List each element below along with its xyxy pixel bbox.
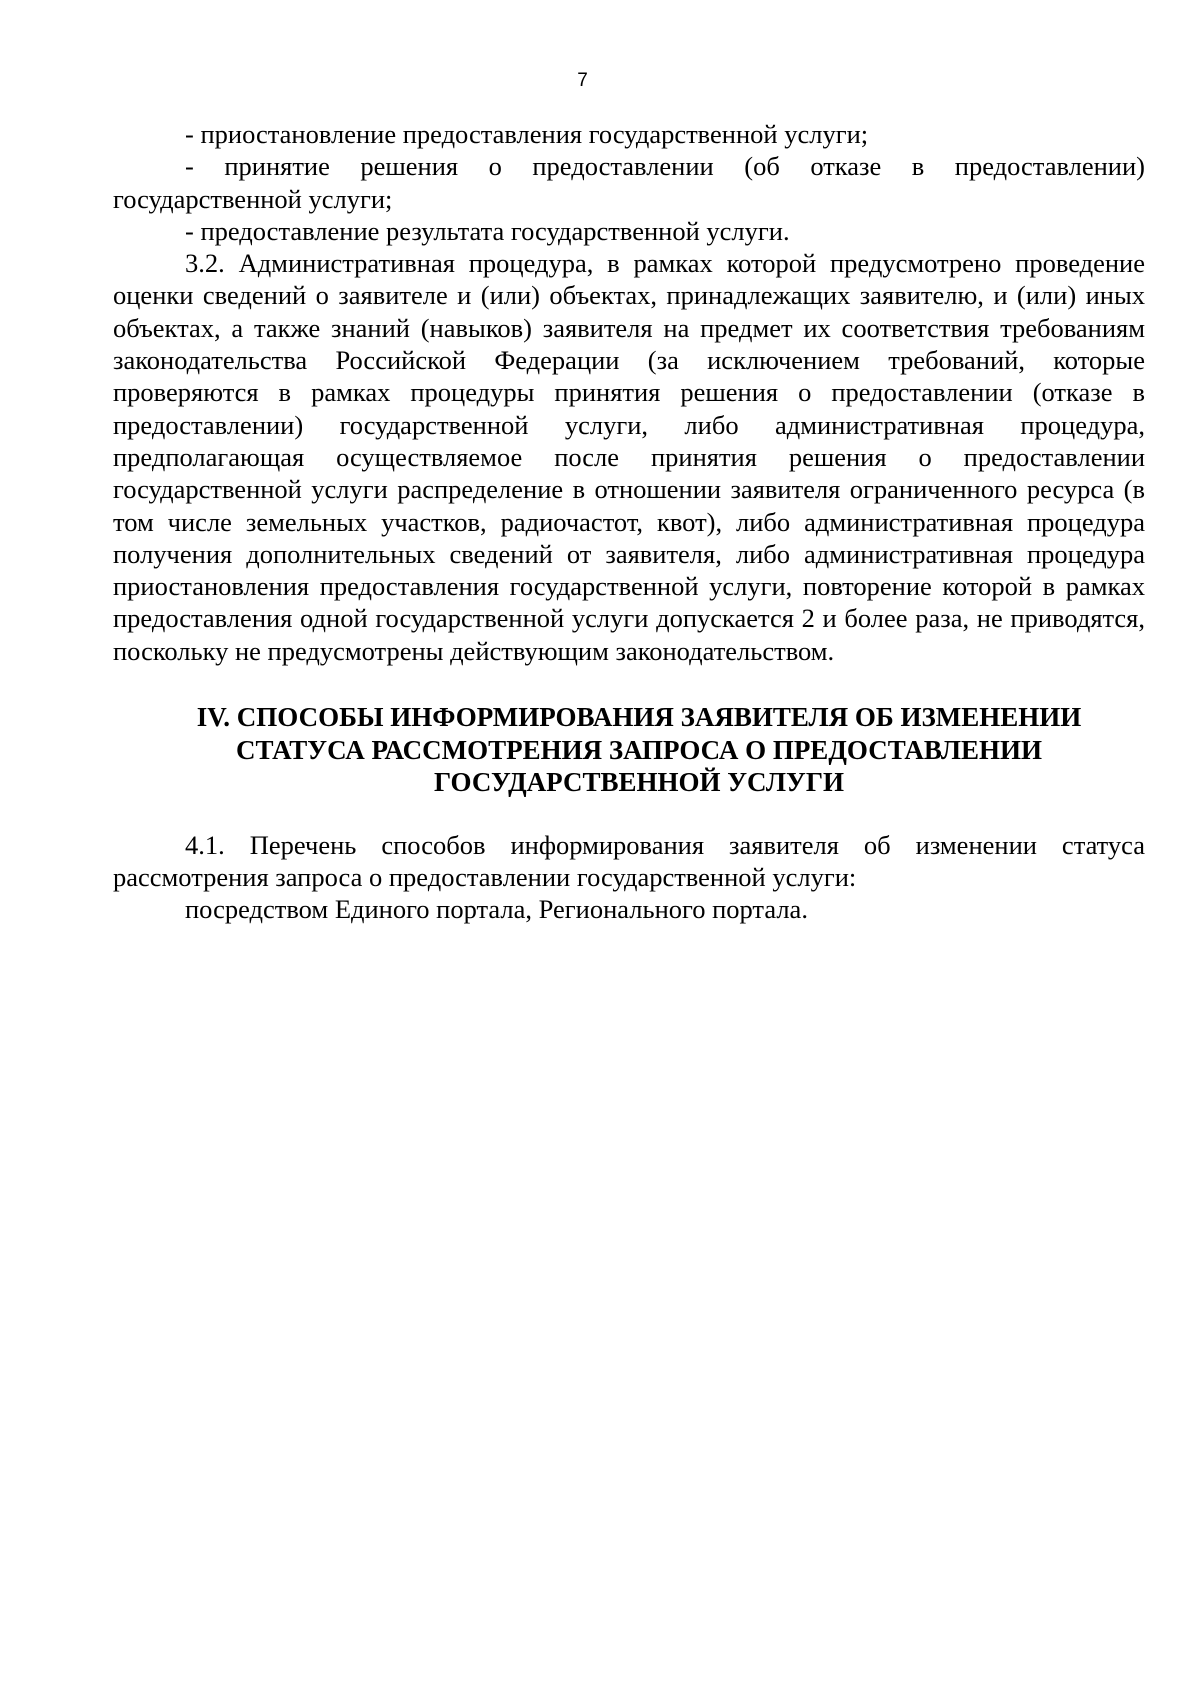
paragraph-4-1: 4.1. Перечень способов информирования заявителя об изменении статуса рассмотрения запроса о предоставлении государственной услуги:: [113, 829, 1145, 892]
paragraph-decision: - принятие решения о предоставлении (об отказе в предоставлении) государственной услуги;: [113, 151, 1145, 214]
paragraph-suspension: - приостановление предоставления государственной услуги;: [185, 119, 869, 149]
section-heading-line-2: СТАТУСА РАССМОТРЕНИЯ ЗАПРОСА О ПРЕДОСТАВЛЕНИИ: [235, 734, 1043, 765]
paragraph-portals: посредством Единого портала, Регионального портала.: [185, 894, 808, 925]
page-number: 7: [577, 70, 588, 91]
section-heading-line-1: IV. СПОСОБЫ ИНФОРМИРОВАНИЯ ЗАЯВИТЕЛЯ ОБ ИЗМЕНЕНИИ: [196, 702, 1082, 733]
section-heading-iv: [113, 701, 1145, 799]
section-heading-line-3: ГОСУДАРСТВЕННОЙ УСЛУГИ: [434, 767, 844, 798]
section-gap: [113, 799, 1145, 829]
document-body: [113, 118, 1145, 925]
paragraph-result: - предоставление результата государственной услуги.: [185, 215, 790, 246]
paragraph-3-2: 3.2. Административная процедура, в рамках которой предусмотрено проведение оценки сведений о заявителе и (или) объектах, принадлежащих заявителю, и (или) иных объектах, а также знаний (навыков) заявителя на предмет их соответствия требованиям законодательства Российской Федерации (за исключением требований, которые проверяются в рамках процедуры принятия решения о предоставлении (отказе в предоставлении) государственной услуги, либо административная процедура, предполагающая осуществляемое после принятия решения о предоставлении государственной услуги распределение в отношении заявителя ограниченного ресурса (в том числе земельных участков, радиочастот, квот), либо административная процедура получения дополнительных сведений от заявителя, либо административная процедура приостановления предоставления государственной услуги, повторение которой в рамках предоставления одной государственной услуги допускается 2 и более раза, не приводятся, поскольку не предусмотрены действующим законодательством.: [113, 248, 1145, 666]
